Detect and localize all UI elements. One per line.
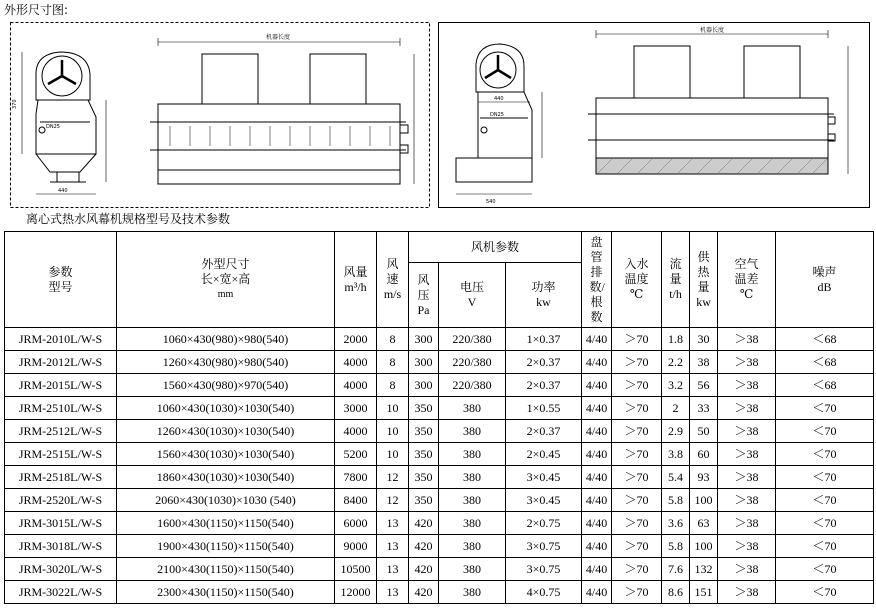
cell-pressure: 350	[409, 420, 439, 443]
cell-noise: ＜70	[776, 512, 874, 535]
cell-inlet-temp: ＞70	[612, 558, 662, 581]
header-fan-group: 风机参数	[409, 232, 582, 263]
table-row	[5, 581, 874, 604]
cell-heat: 38	[690, 351, 718, 374]
cell-air-temp-diff: ＞38	[718, 581, 776, 604]
cell-noise: ＜70	[776, 466, 874, 489]
cell-power: 2×0.37	[506, 420, 582, 443]
cell-power: 1×0.37	[506, 328, 582, 351]
cell-noise: ＜68	[776, 374, 874, 397]
cell-airflow: 10500	[335, 558, 377, 581]
header-inlet-temp: 入水 温度 ℃	[612, 232, 662, 328]
cell-noise: ＜70	[776, 397, 874, 420]
header-speed: 风 速 m/s	[377, 232, 409, 328]
cell-pressure: 420	[409, 535, 439, 558]
cell-pressure: 420	[409, 581, 439, 604]
cell-flow: 3.8	[662, 443, 690, 466]
cell-coil: 4/40	[582, 535, 612, 558]
cell-speed: 8	[377, 374, 409, 397]
cell-flow: 1.8	[662, 328, 690, 351]
cell-air-temp-diff: ＞38	[718, 443, 776, 466]
cell-model: JRM-2010L/W-S	[5, 328, 117, 351]
cell-airflow: 4000	[335, 374, 377, 397]
cell-pressure: 350	[409, 489, 439, 512]
cell-noise: ＜68	[776, 351, 874, 374]
cell-flow: 7.6	[662, 558, 690, 581]
cell-voltage: 380	[439, 558, 506, 581]
cell-power: 2×0.37	[506, 374, 582, 397]
cell-dims: 1060×430(980)×980(540)	[117, 328, 335, 351]
cell-voltage: 380	[439, 397, 506, 420]
cell-power: 2×0.45	[506, 443, 582, 466]
cell-noise: ＜70	[776, 489, 874, 512]
cell-power: 2×0.75	[506, 512, 582, 535]
cell-inlet-temp: ＞70	[612, 466, 662, 489]
cell-coil: 4/40	[582, 328, 612, 351]
cell-speed: 10	[377, 397, 409, 420]
header-airflow: 风量 m³/h	[335, 232, 377, 328]
cell-model: JRM-2015L/W-S	[5, 374, 117, 397]
cell-power: 2×0.37	[506, 351, 582, 374]
cell-pressure: 350	[409, 466, 439, 489]
header-power: 功率 kw	[506, 263, 582, 328]
cell-noise: ＜70	[776, 420, 874, 443]
table-row	[5, 328, 874, 351]
cell-heat: 50	[690, 420, 718, 443]
outline-drawing-left	[10, 22, 430, 208]
side-view-fan	[36, 52, 96, 182]
cell-coil: 4/40	[582, 443, 612, 466]
cell-dims: 1260×430(980)×980(540)	[117, 351, 335, 374]
cell-pressure: 300	[409, 328, 439, 351]
dim-left-2: 440	[58, 188, 68, 194]
drawing-left-svg	[10, 22, 430, 208]
dim-right-2: 540	[486, 199, 496, 205]
spec-table-body	[5, 328, 874, 604]
header-pressure: 风 压 Pa	[409, 263, 439, 328]
cell-speed: 13	[377, 581, 409, 604]
cell-air-temp-diff: ＞38	[718, 397, 776, 420]
cell-air-temp-diff: ＞38	[718, 558, 776, 581]
cell-pressure: 300	[409, 374, 439, 397]
cell-dims: 1260×430(1030)×1030(540)	[117, 420, 335, 443]
table-row	[5, 466, 874, 489]
cell-dims: 1600×430(1150)×1150(540)	[117, 512, 335, 535]
table-row	[5, 535, 874, 558]
cell-pressure: 350	[409, 397, 439, 420]
cell-air-temp-diff: ＞38	[718, 489, 776, 512]
front-view-dims	[158, 38, 414, 184]
cell-inlet-temp: ＞70	[612, 397, 662, 420]
cell-coil: 4/40	[582, 466, 612, 489]
cell-voltage: 380	[439, 581, 506, 604]
cell-pressure: 300	[409, 351, 439, 374]
table-row	[5, 558, 874, 581]
cell-airflow: 3000	[335, 397, 377, 420]
cell-flow: 2.2	[662, 351, 690, 374]
cell-flow: 5.4	[662, 466, 690, 489]
cell-airflow: 8400	[335, 489, 377, 512]
cell-model: JRM-2518L/W-S	[5, 466, 117, 489]
cell-dims: 1900×430(1150)×1150(540)	[117, 535, 335, 558]
cell-dims: 1560×430(980)×970(540)	[117, 374, 335, 397]
table-row	[5, 374, 874, 397]
header-model: 参数 型号	[5, 232, 117, 328]
front-view-body-right	[588, 46, 835, 158]
side-view-dims-right	[456, 92, 542, 194]
table-row	[5, 443, 874, 466]
cell-model: JRM-2012L/W-S	[5, 351, 117, 374]
cell-air-temp-diff: ＞38	[718, 328, 776, 351]
cell-air-temp-diff: ＞38	[718, 512, 776, 535]
cell-airflow: 2000	[335, 328, 377, 351]
cell-coil: 4/40	[582, 420, 612, 443]
cell-heat: 93	[690, 466, 718, 489]
header-air-temp-diff: 空气 温差 ℃	[718, 232, 776, 328]
cell-airflow: 4000	[335, 420, 377, 443]
cell-flow: 5.8	[662, 489, 690, 512]
cell-air-temp-diff: ＞38	[718, 535, 776, 558]
table-row	[5, 351, 874, 374]
cell-coil: 4/40	[582, 351, 612, 374]
cell-power: 3×0.45	[506, 489, 582, 512]
cell-speed: 8	[377, 328, 409, 351]
cell-noise: ＜70	[776, 558, 874, 581]
cell-voltage: 380	[439, 535, 506, 558]
table-title: 离心式热水风幕机规格型号及技术参数	[26, 212, 231, 226]
cell-airflow: 7800	[335, 466, 377, 489]
cell-inlet-temp: ＞70	[612, 581, 662, 604]
cell-flow: 5.8	[662, 535, 690, 558]
table-row	[5, 489, 874, 512]
cell-coil: 4/40	[582, 581, 612, 604]
cell-dims: 2100×430(1150)×1150(540)	[117, 558, 335, 581]
cell-speed: 8	[377, 351, 409, 374]
cell-model: JRM-3015L/W-S	[5, 512, 117, 535]
cell-power: 4×0.75	[506, 581, 582, 604]
cell-voltage: 220/380	[439, 328, 506, 351]
cell-pressure: 420	[409, 512, 439, 535]
cell-model: JRM-2510L/W-S	[5, 397, 117, 420]
cell-speed: 12	[377, 466, 409, 489]
front-view-body	[150, 54, 408, 184]
cell-model: JRM-3022L/W-S	[5, 581, 117, 604]
cell-airflow: 12000	[335, 581, 377, 604]
cell-coil: 4/40	[582, 512, 612, 535]
header-voltage: 电压 V	[439, 263, 506, 328]
cell-inlet-temp: ＞70	[612, 512, 662, 535]
cell-power: 3×0.45	[506, 466, 582, 489]
cell-heat: 100	[690, 535, 718, 558]
cell-power: 1×0.55	[506, 397, 582, 420]
header-dims: 外型尺寸 长×宽×高 mm	[117, 232, 335, 328]
cell-flow: 3.2	[662, 374, 690, 397]
table-row	[5, 420, 874, 443]
cell-flow: 3.6	[662, 512, 690, 535]
cell-inlet-temp: ＞70	[612, 489, 662, 512]
cell-coil: 4/40	[582, 489, 612, 512]
cell-model: JRM-3020L/W-S	[5, 558, 117, 581]
cell-inlet-temp: ＞70	[612, 420, 662, 443]
cell-model: JRM-2520L/W-S	[5, 489, 117, 512]
cell-voltage: 380	[439, 420, 506, 443]
cell-dims: 2300×430(1150)×1150(540)	[117, 581, 335, 604]
header-heat: 供 热 量 kw	[690, 232, 718, 328]
body-length-label-right: 机器长度	[700, 27, 725, 34]
cell-air-temp-diff: ＞38	[718, 466, 776, 489]
cell-inlet-temp: ＞70	[612, 374, 662, 397]
cell-noise: ＜70	[776, 535, 874, 558]
cell-airflow: 5200	[335, 443, 377, 466]
cell-heat: 30	[690, 328, 718, 351]
cell-noise: ＜70	[776, 443, 874, 466]
cell-power: 3×0.75	[506, 558, 582, 581]
outline-heading: 外形尺寸图:	[4, 3, 69, 17]
drawing-right-svg	[438, 22, 870, 208]
cell-power: 3×0.75	[506, 535, 582, 558]
table-row	[5, 512, 874, 535]
cell-inlet-temp: ＞70	[612, 351, 662, 374]
cell-coil: 4/40	[582, 558, 612, 581]
cell-flow: 2.9	[662, 420, 690, 443]
table-row	[5, 397, 874, 420]
cell-voltage: 220/380	[439, 374, 506, 397]
cell-flow: 8.6	[662, 581, 690, 604]
pipe-label-right-1: DN25	[490, 112, 504, 118]
header-coil: 盘管排数/根数	[582, 232, 612, 328]
cell-inlet-temp: ＞70	[612, 443, 662, 466]
cell-pressure: 420	[409, 558, 439, 581]
cell-airflow: 4000	[335, 351, 377, 374]
dim-left-1: 370	[12, 99, 18, 109]
cell-model: JRM-3018L/W-S	[5, 535, 117, 558]
cell-heat: 132	[690, 558, 718, 581]
cell-model: JRM-2512L/W-S	[5, 420, 117, 443]
cell-noise: ＜68	[776, 328, 874, 351]
cell-heat: 63	[690, 512, 718, 535]
cell-heat: 100	[690, 489, 718, 512]
cell-heat: 56	[690, 374, 718, 397]
cell-coil: 4/40	[582, 374, 612, 397]
cell-airflow: 6000	[335, 512, 377, 535]
cell-air-temp-diff: ＞38	[718, 374, 776, 397]
cell-dims: 1560×430(1030)×1030(540)	[117, 443, 335, 466]
cell-speed: 10	[377, 443, 409, 466]
spec-table	[4, 231, 874, 604]
cell-speed: 12	[377, 489, 409, 512]
cell-flow: 2	[662, 397, 690, 420]
cell-coil: 4/40	[582, 397, 612, 420]
cell-speed: 13	[377, 512, 409, 535]
cell-noise: ＜70	[776, 581, 874, 604]
cell-voltage: 220/380	[439, 351, 506, 374]
cell-airflow: 9000	[335, 535, 377, 558]
cell-heat: 33	[690, 397, 718, 420]
cell-model: JRM-2515L/W-S	[5, 443, 117, 466]
cell-heat: 151	[690, 581, 718, 604]
cell-voltage: 380	[439, 489, 506, 512]
front-view-ribs	[170, 126, 390, 146]
cell-heat: 60	[690, 443, 718, 466]
cell-voltage: 380	[439, 443, 506, 466]
header-flow: 流 量 t/h	[662, 232, 690, 328]
side-view-dims	[22, 52, 106, 194]
header-noise: 噪声 dB	[776, 232, 874, 328]
cell-voltage: 380	[439, 466, 506, 489]
cell-inlet-temp: ＞70	[612, 328, 662, 351]
cell-inlet-temp: ＞70	[612, 535, 662, 558]
cell-dims: 2060×430(1030)×1030 (540)	[117, 489, 335, 512]
cell-speed: 13	[377, 535, 409, 558]
cell-pressure: 350	[409, 443, 439, 466]
cell-speed: 10	[377, 420, 409, 443]
body-length-label-left: 机器长度	[266, 34, 291, 41]
cell-speed: 13	[377, 558, 409, 581]
pipe-label-left-1: DN25	[46, 124, 60, 130]
cell-air-temp-diff: ＞38	[718, 420, 776, 443]
cell-air-temp-diff: ＞38	[718, 351, 776, 374]
cell-dims: 1060×430(1030)×1030(540)	[117, 397, 335, 420]
cell-dims: 1860×430(1030)×1030(540)	[117, 466, 335, 489]
cell-voltage: 380	[439, 512, 506, 535]
dim-right-1: 440	[494, 96, 504, 102]
outline-drawing-right	[438, 22, 870, 208]
